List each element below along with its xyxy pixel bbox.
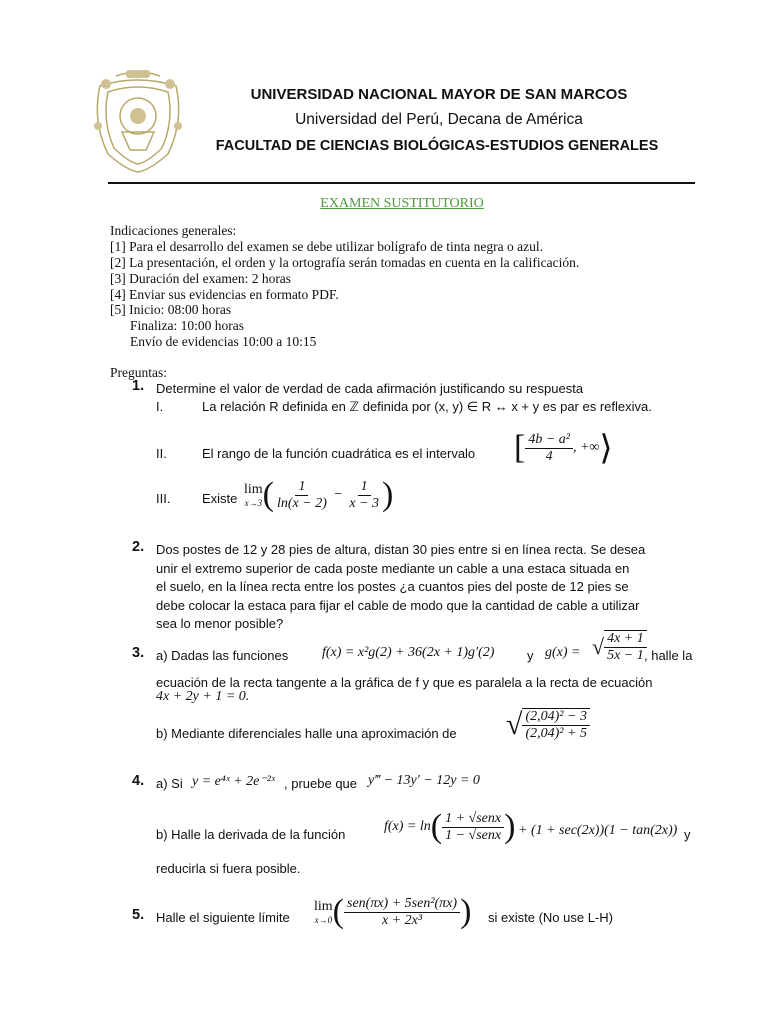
fraction-denominator: x − 3 <box>349 495 379 511</box>
question-2-line: debe colocar la estaca para fijar el cable de modo que la cantidad de cable a utilizar <box>156 598 640 613</box>
interval-tail: , +∞ <box>572 440 600 456</box>
q1-item-label: I. <box>156 399 164 414</box>
q1-item-label: II. <box>156 446 167 461</box>
indication-item: [1] Para el desarrollo del examen se debe utilizar bolígrafo de tinta negra o azul. <box>110 239 543 254</box>
fraction-denominator: (2,04)² + 5 <box>525 726 587 741</box>
q1-item-i-text: La relación R definida en ℤ definida por (x, y) ∈ R ↔ x + y es par es reflexiva. <box>202 399 652 414</box>
indications-heading: Indicaciones generales: <box>110 223 237 238</box>
q1-interval-math: [ $\frac{\text{4b − a²}}{4}$ , +∞⟩ <box>514 429 613 467</box>
question-5-intro: Halle el siguiente límite <box>156 910 290 925</box>
indication-item: [5] Inicio: 08:00 horas <box>110 302 232 317</box>
limit-subscript: x→3 <box>244 498 263 508</box>
question-3a-intro: a) Dadas las funciones <box>156 648 289 663</box>
indication-item: [4] Enviar sus evidencias en formato PDF. <box>110 287 339 302</box>
fraction-denominator: x + 2x³ <box>382 912 423 928</box>
connector-word: y <box>527 648 534 663</box>
fraction-denominator: 5x − 1 <box>607 648 644 663</box>
function-g-root: √ $\frac{4x + 1}{5x - 1}$ <box>592 630 647 664</box>
fraction-numerator: (2,04)² − 3 <box>522 709 589 726</box>
indication-item: [2] La presentación, el orden y la ortografía serán tomadas en cuenta en la calificación. <box>110 255 580 270</box>
header-divider <box>108 182 695 184</box>
university-name: UNIVERSIDAD NACIONAL MAYOR DE SAN MARCOS <box>250 86 628 103</box>
function-g-label: g(x) = <box>545 645 581 660</box>
question-2-line: sea lo menor posible? <box>156 616 284 631</box>
q1-limit-math: lim x→3 ( $\frac{1}{\ln(x - 2)}$ − $\frac{1}{x - 3}$ ) <box>244 476 394 513</box>
question-number: 4. <box>132 773 145 789</box>
indication-item: Envío de evidencias 10:00 a 10:15 <box>130 334 317 349</box>
q1-item-label: III. <box>156 491 171 506</box>
question-4a-mid: , pruebe que <box>284 776 358 791</box>
fraction-numerator: 1 <box>295 479 308 496</box>
approximation-root: √ $\frac{\text{(2,04)² − 3}}{\text{(2,04)² + 5}}$ <box>506 708 590 742</box>
questions-heading: Preguntas: <box>110 365 167 380</box>
question-2-line: Dos postes de 12 y 28 pies de altura, distan 30 pies entre si en línea recta. Se desea <box>156 542 646 557</box>
q1-item-iii-text: Existe <box>202 491 238 506</box>
fraction-numerator: sen(πx) + 5sen²(πx) <box>344 896 460 913</box>
q1-item-ii-text: El rango de la función cuadrática es el intervalo <box>202 446 476 461</box>
question-number: 2. <box>132 539 145 555</box>
question-3a-line: ecuación de la recta tangente a la gráfica de f y que es paralela a la recta de ecuación <box>156 675 653 690</box>
fraction-denominator: 1 − √senx <box>445 827 502 843</box>
limit-label: lim <box>314 899 333 914</box>
interval-denominator: 4 <box>545 448 553 464</box>
question-number: 3. <box>132 645 145 661</box>
fraction-numerator: 1 + √senx <box>442 811 504 828</box>
interval-numerator: 4b − a² <box>525 432 573 449</box>
question-number: 5. <box>132 907 145 923</box>
question-2-line: unir el extremo superior de cada poste mediante un cable a una estaca situada en <box>156 561 630 576</box>
function-tail: + (1 + sec(2x))(1 − tan(2x)) <box>518 823 678 838</box>
differential-equation: y‴ − 13y′ − 12y = 0 <box>368 773 480 788</box>
line-equation: 4x + 2y + 1 = 0. <box>156 689 250 704</box>
fraction-numerator: 4x + 1 <box>604 631 647 648</box>
fraction-denominator: ln(x − 2) <box>277 495 327 511</box>
q5-limit-math: lim x→0 ( $\frac{\text{sen(πx) + 5sen²(πx)}}{\text{x + 2x³}}$ ) <box>314 893 472 930</box>
question-4b-line: reducirla si fuera posible. <box>156 861 301 876</box>
ln-label: f(x) = ln <box>384 819 431 835</box>
question-1-text: Determine el valor de verdad de cada afirmación justificando su respuesta <box>156 381 584 396</box>
indication-item: Finaliza: 10:00 horas <box>130 318 244 333</box>
question-number: 1. <box>132 378 145 394</box>
indication-item: [3] Duración del examen: 2 horas <box>110 271 292 286</box>
question-2-line: el suelo, en la línea recta entre los postes ¿a cuantos pies del poste de 12 pies se <box>156 579 629 594</box>
function-y-definition: y = e⁴ˣ + 2e⁻²ˣ <box>192 774 275 789</box>
question-4b-intro: b) Halle la derivada de la función <box>156 827 346 842</box>
function-ln-math: f(x) = ln( $\frac{\text{1 + √senx}}{\text{1 − √senx}}$ ) <box>384 808 516 845</box>
fraction-numerator: 1 <box>358 479 371 496</box>
limit-label: lim <box>244 482 263 497</box>
university-tagline: Universidad del Perú, Decana de América <box>295 111 583 128</box>
question-3b-text: b) Mediante diferenciales halle una aproximación de <box>156 726 457 741</box>
limit-subscript: x→0 <box>314 915 333 925</box>
question-5-tail: si existe (No use L-H) <box>488 910 613 925</box>
faculty-name: FACULTAD DE CIENCIAS BIOLÓGICAS-ESTUDIOS GENERALES <box>215 138 659 154</box>
exam-title: EXAMEN SUSTITUTORIO <box>320 196 484 211</box>
question-3a-tail: , halle la <box>644 648 693 663</box>
question-4a-intro: a) Si <box>156 776 183 791</box>
function-f-definition: f(x) = x²g(2) + 36(2x + 1)g′(2) <box>322 645 495 660</box>
connector-word: y <box>684 827 691 842</box>
